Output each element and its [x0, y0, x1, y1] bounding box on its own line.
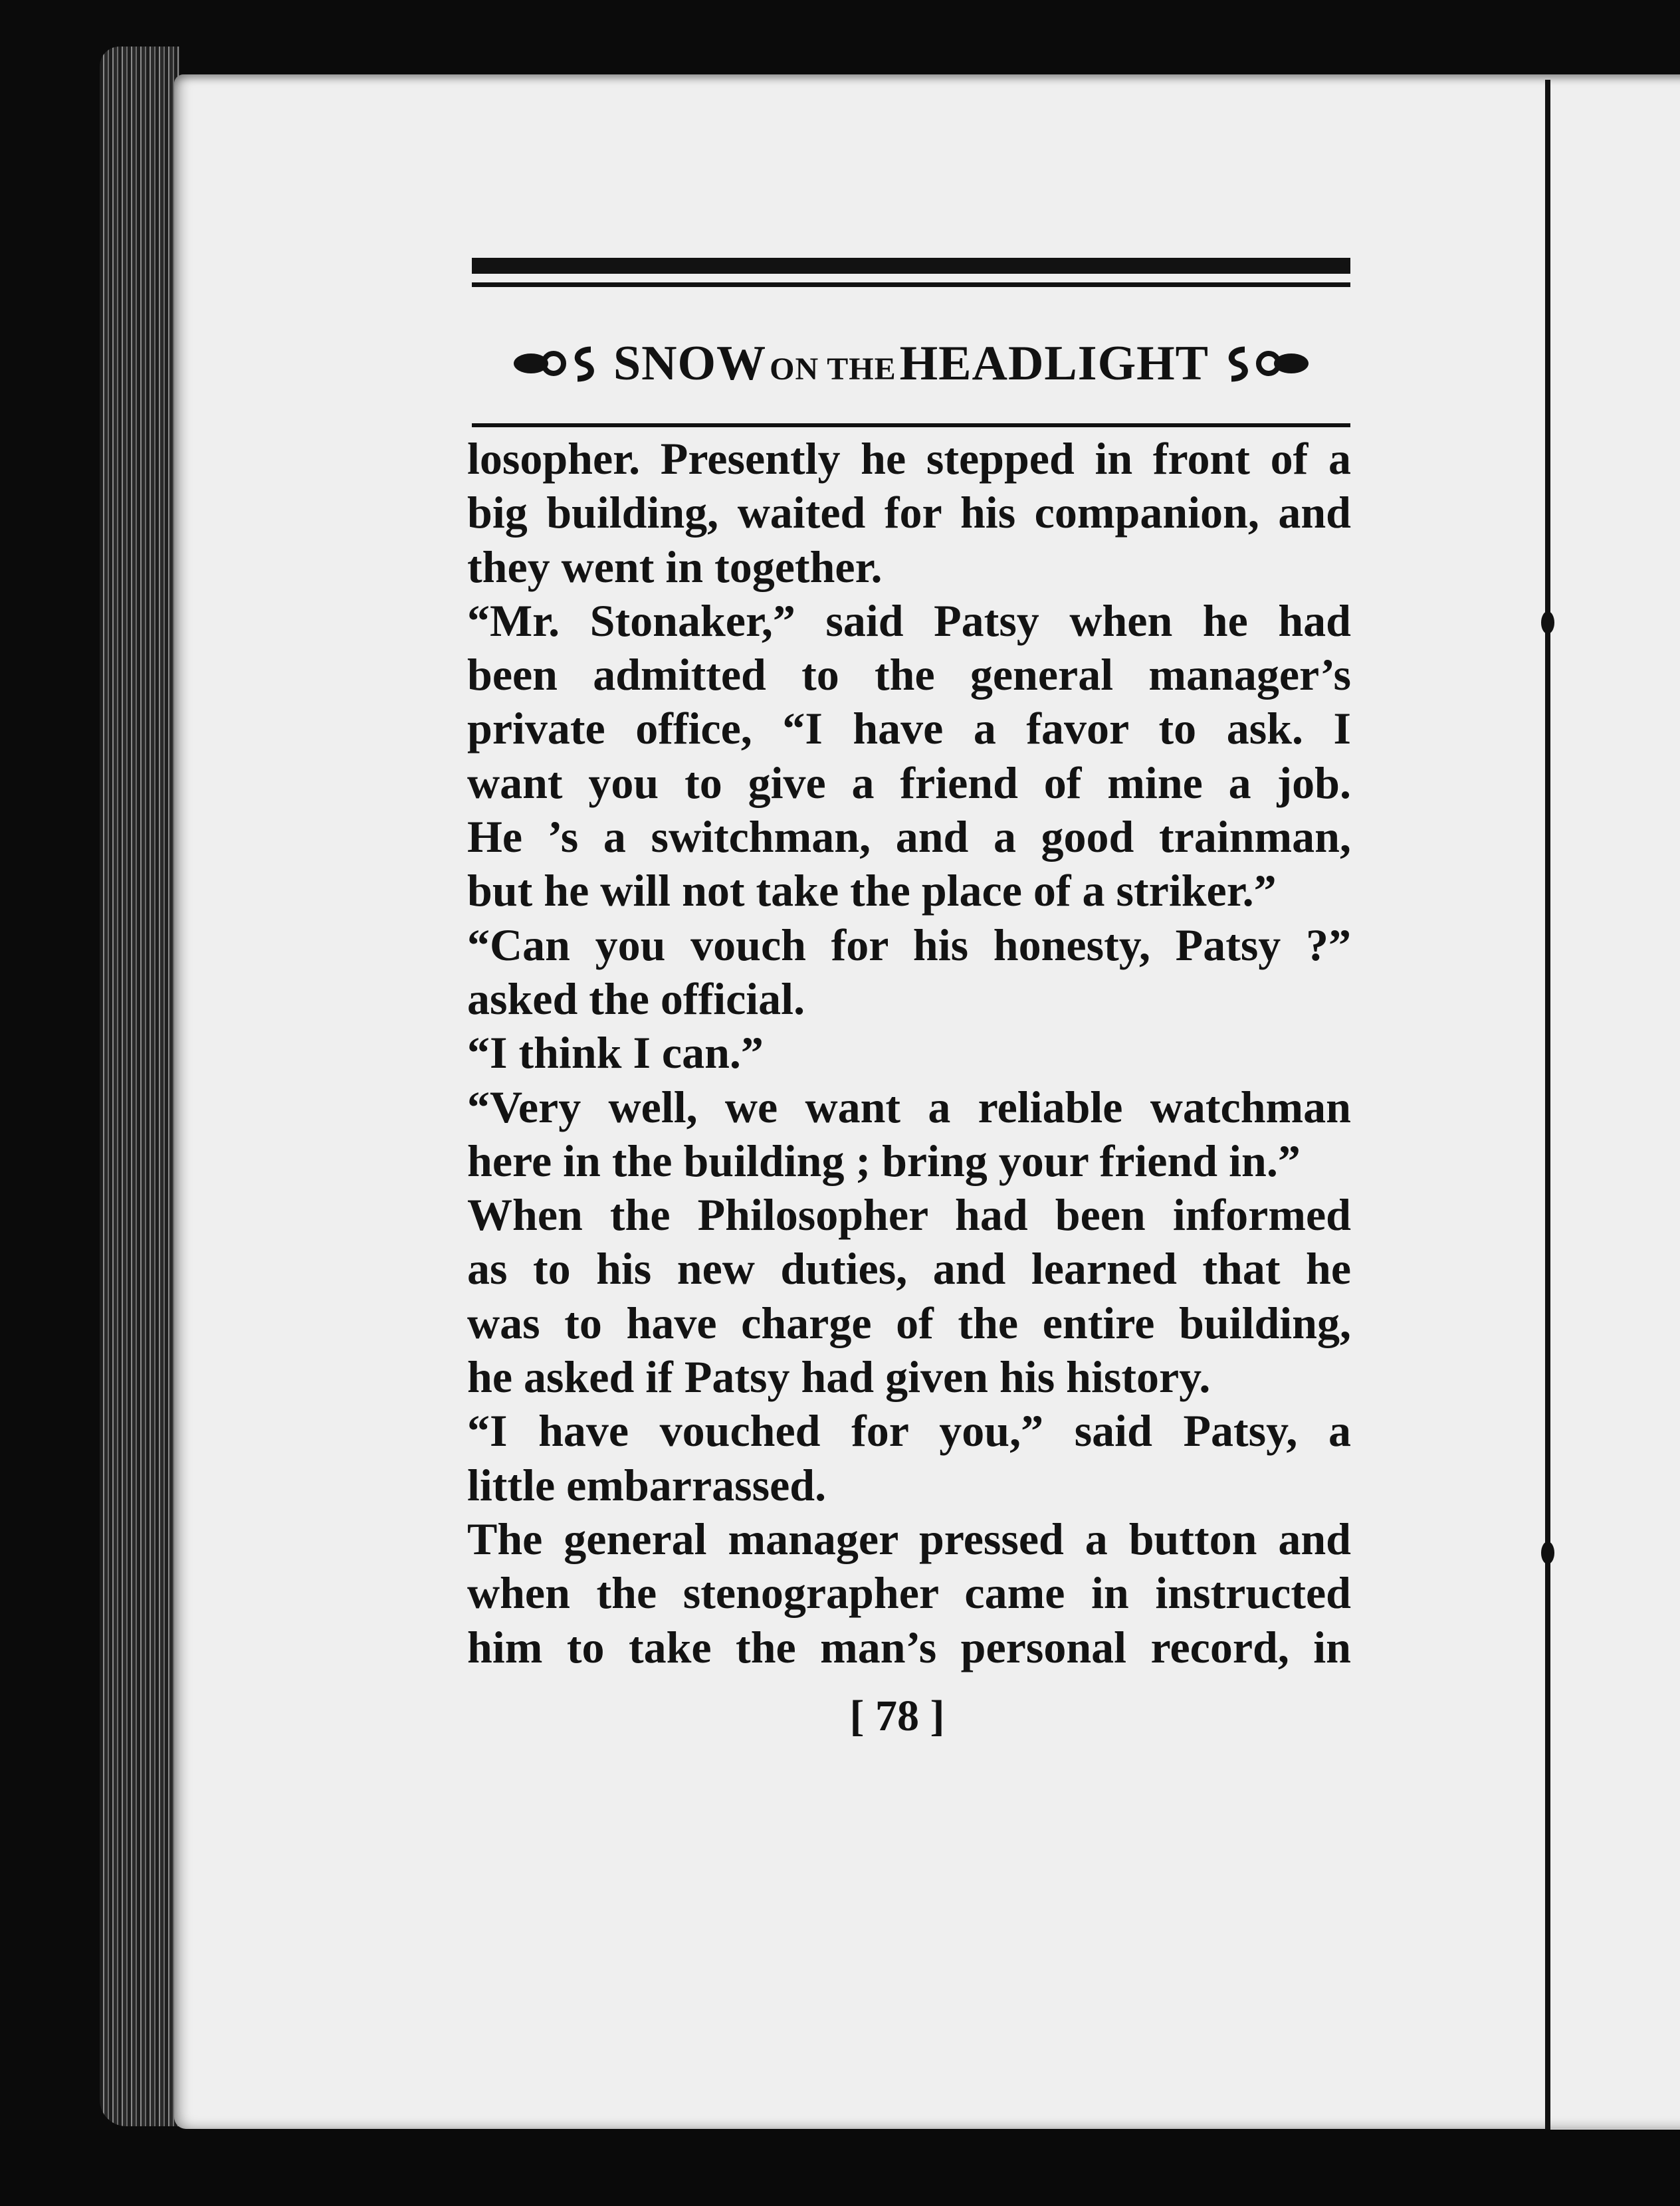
gutter-line	[1545, 80, 1550, 2133]
text-line: When the Philosopher had been informed	[467, 1189, 1351, 1241]
running-head	[472, 327, 1350, 400]
text-line: losopher. Presently he stepped in front of a	[467, 433, 1351, 484]
scan-border	[0, 2130, 1680, 2206]
text-line: when the stenographer came in instructed	[467, 1567, 1351, 1619]
header-thin-rule	[472, 282, 1350, 287]
text-line: “I think I can.”	[467, 1027, 764, 1078]
running-head-on-the: ON THE	[770, 351, 896, 387]
text-line: “Very well, we want a reliable watchman	[467, 1081, 1351, 1132]
book-page-edges	[100, 47, 179, 2126]
text-line: want you to give a friend of mine a job.	[467, 757, 1351, 808]
text-line: asked the official.	[467, 973, 805, 1024]
text-line: here in the building ; bring your friend in.”	[467, 1135, 1301, 1186]
text-line: The general manager pressed a button and	[467, 1513, 1351, 1564]
header-thick-rule	[472, 258, 1350, 274]
text-line: as to his new duties, and learned that he	[467, 1243, 1351, 1294]
text-line: “I have vouched for you,” said Patsy, a	[467, 1405, 1351, 1456]
text-line: “Can you vouch for his honesty, Patsy ?”	[467, 919, 1351, 970]
text-line: was to have charge of the entire building,	[467, 1297, 1351, 1348]
text-line: but he will not take the place of a striker.”	[467, 865, 1277, 916]
running-head-title	[613, 336, 1209, 392]
running-head-snow: SNOW	[613, 336, 767, 391]
header-bottom-rule	[472, 423, 1350, 427]
text-line: him to take the man’s personal record, in	[467, 1621, 1351, 1672]
left-ornament-icon	[512, 340, 604, 387]
text-line: He ’s a switchman, and a good trainman,	[467, 811, 1351, 862]
body-text	[467, 432, 1351, 1674]
running-head-headlight: HEADLIGHT	[899, 336, 1209, 391]
right-ornament-icon	[1218, 340, 1310, 387]
text-line: private office, “I have a favor to ask. I	[467, 703, 1351, 754]
page-number: [ 78 ]	[849, 1692, 945, 1740]
text-line: been admitted to the general manager’s	[467, 649, 1351, 700]
text-line: he asked if Patsy had given his history.	[467, 1352, 1211, 1403]
text-line: big building, waited for his companion, and	[467, 487, 1351, 538]
text-line: “Mr. Stonaker,” said Patsy when he had	[467, 595, 1351, 646]
text-line: little embarrassed.	[467, 1459, 827, 1510]
text-line: they went in together.	[467, 541, 883, 592]
